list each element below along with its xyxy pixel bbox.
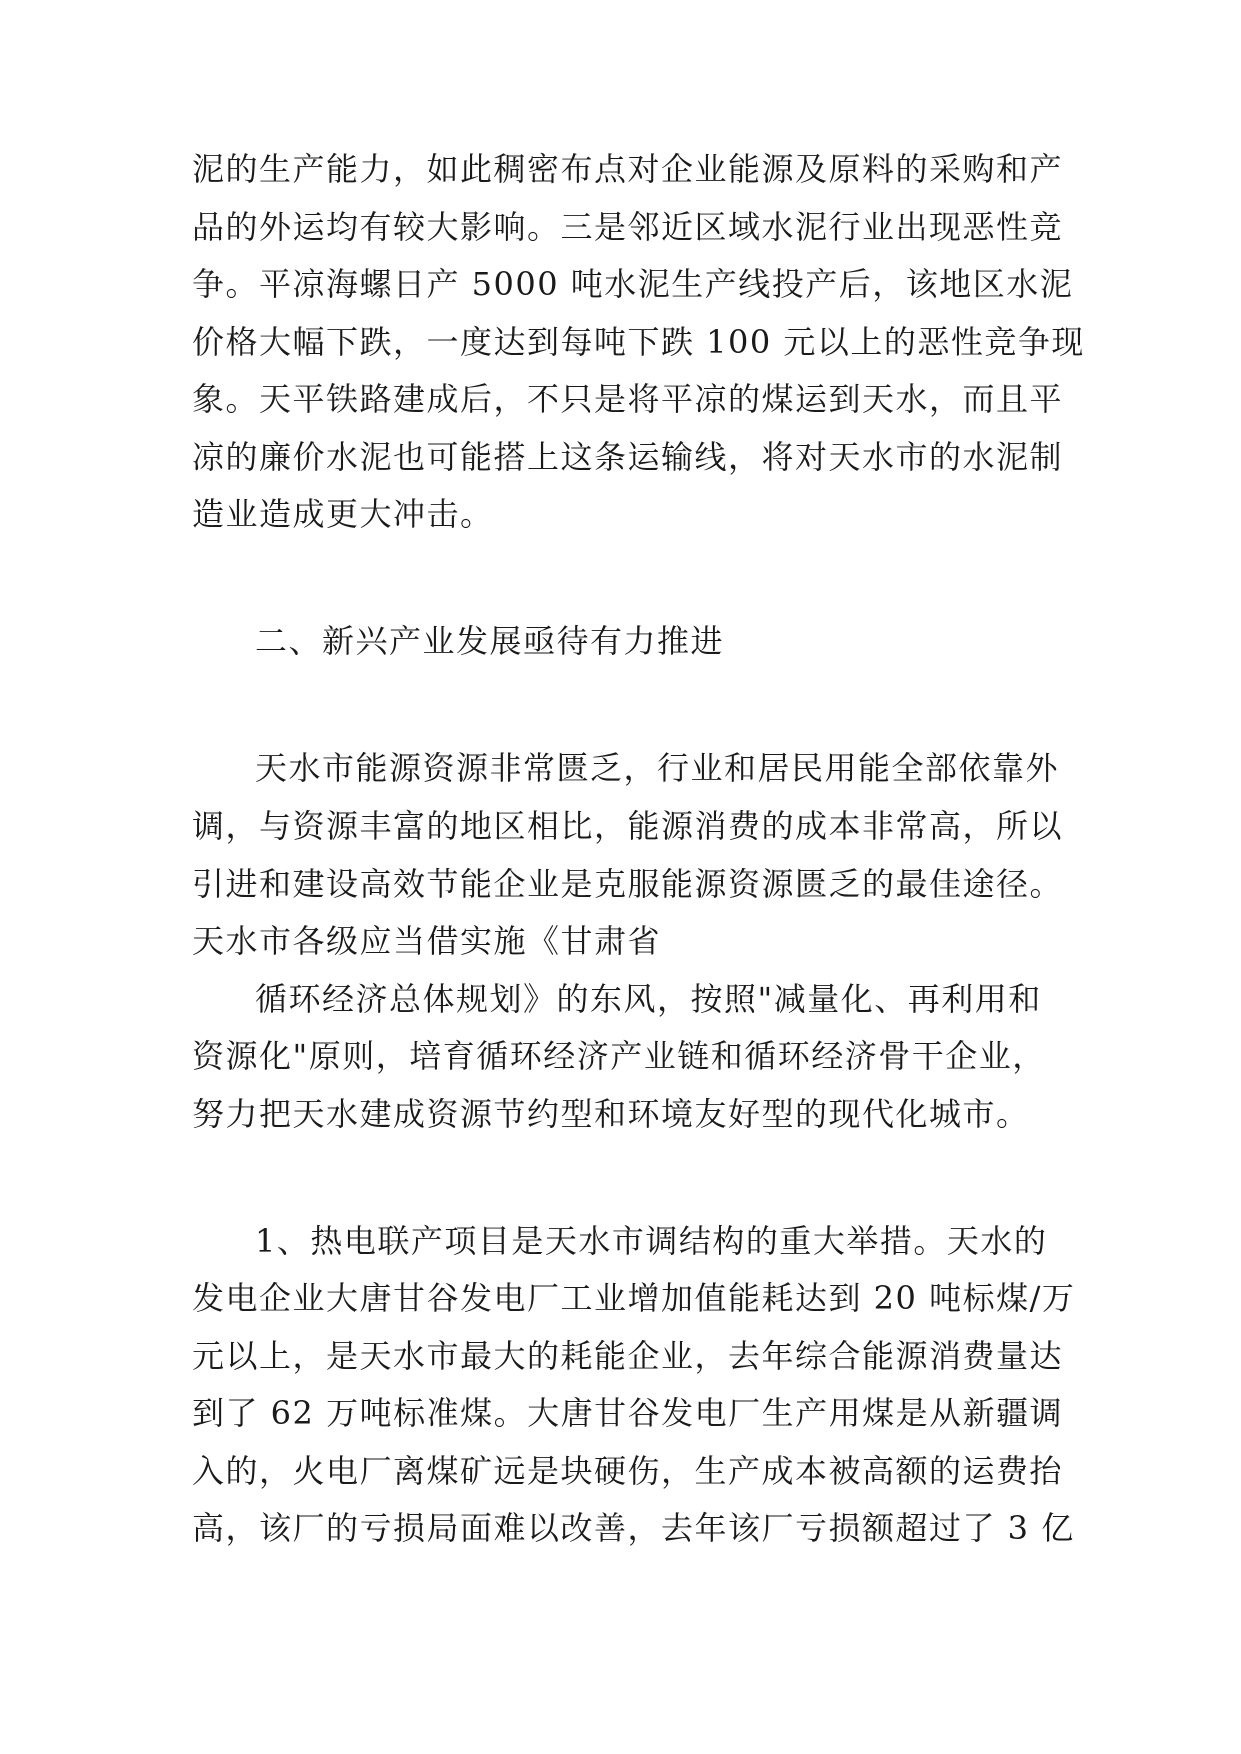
body-text-line: 象。天平铁路建成后，不只是将平凉的煤运到天水，而且平 xyxy=(192,380,1064,418)
body-text-line: 争。平凉海螺日产 5000 吨水泥生产线投产后，该地区水泥 xyxy=(192,265,1074,303)
body-text-line: 元以上，是天水市最大的耗能企业，去年综合能源消费量达 xyxy=(192,1337,1064,1375)
body-text-line: 品的外运均有较大影响。三是邻近区域水泥行业出现恶性竞 xyxy=(192,208,1064,246)
body-text-line: 引进和建设高效节能企业是克服能源资源匮乏的最佳途径。 xyxy=(192,865,1064,903)
body-text-line: 1、热电联产项目是天水市调结构的重大举措。天水的 xyxy=(255,1222,1048,1260)
body-text-line: 资源化"原则，培育循环经济产业链和循环经济骨干企业， xyxy=(192,1037,1046,1075)
body-text-line: 调，与资源丰富的地区相比，能源消费的成本非常高，所以 xyxy=(192,807,1064,845)
body-text-line: 入的，火电厂离煤矿远是块硬伤，生产成本被高额的运费抬 xyxy=(192,1452,1064,1490)
body-text-line: 天水市能源资源非常匮乏，行业和居民用能全部依靠外 xyxy=(255,749,1060,787)
body-text-line: 到了 62 万吨标准煤。大唐甘谷发电厂生产用煤是从新疆调 xyxy=(192,1394,1064,1432)
body-text-line: 价格大幅下跌，一度达到每吨下跌 100 元以上的恶性竞争现 xyxy=(192,323,1085,361)
section-heading: 二、新兴产业发展亟待有力推进 xyxy=(255,622,725,660)
body-text-line: 发电企业大唐甘谷发电厂工业增加值能耗达到 20 吨标煤/万 xyxy=(192,1279,1076,1317)
body-text-line: 泥的生产能力，如此稠密布点对企业能源及原料的采购和产 xyxy=(192,150,1064,188)
body-text-line: 循环经济总体规划》的东风，按照"减量化、再利用和 xyxy=(255,980,1042,1018)
body-text-line: 凉的廉价水泥也可能搭上这条运输线，将对天水市的水泥制 xyxy=(192,438,1064,476)
body-text-line: 造业造成更大冲击。 xyxy=(192,495,494,533)
body-text-line: 努力把天水建成资源节约型和环境友好型的现代化城市。 xyxy=(192,1095,1030,1133)
body-text-line: 天水市各级应当借实施《甘肃省 xyxy=(192,922,662,960)
body-text-line: 高，该厂的亏损局面难以改善，去年该厂亏损额超过了 3 亿 xyxy=(192,1509,1075,1547)
